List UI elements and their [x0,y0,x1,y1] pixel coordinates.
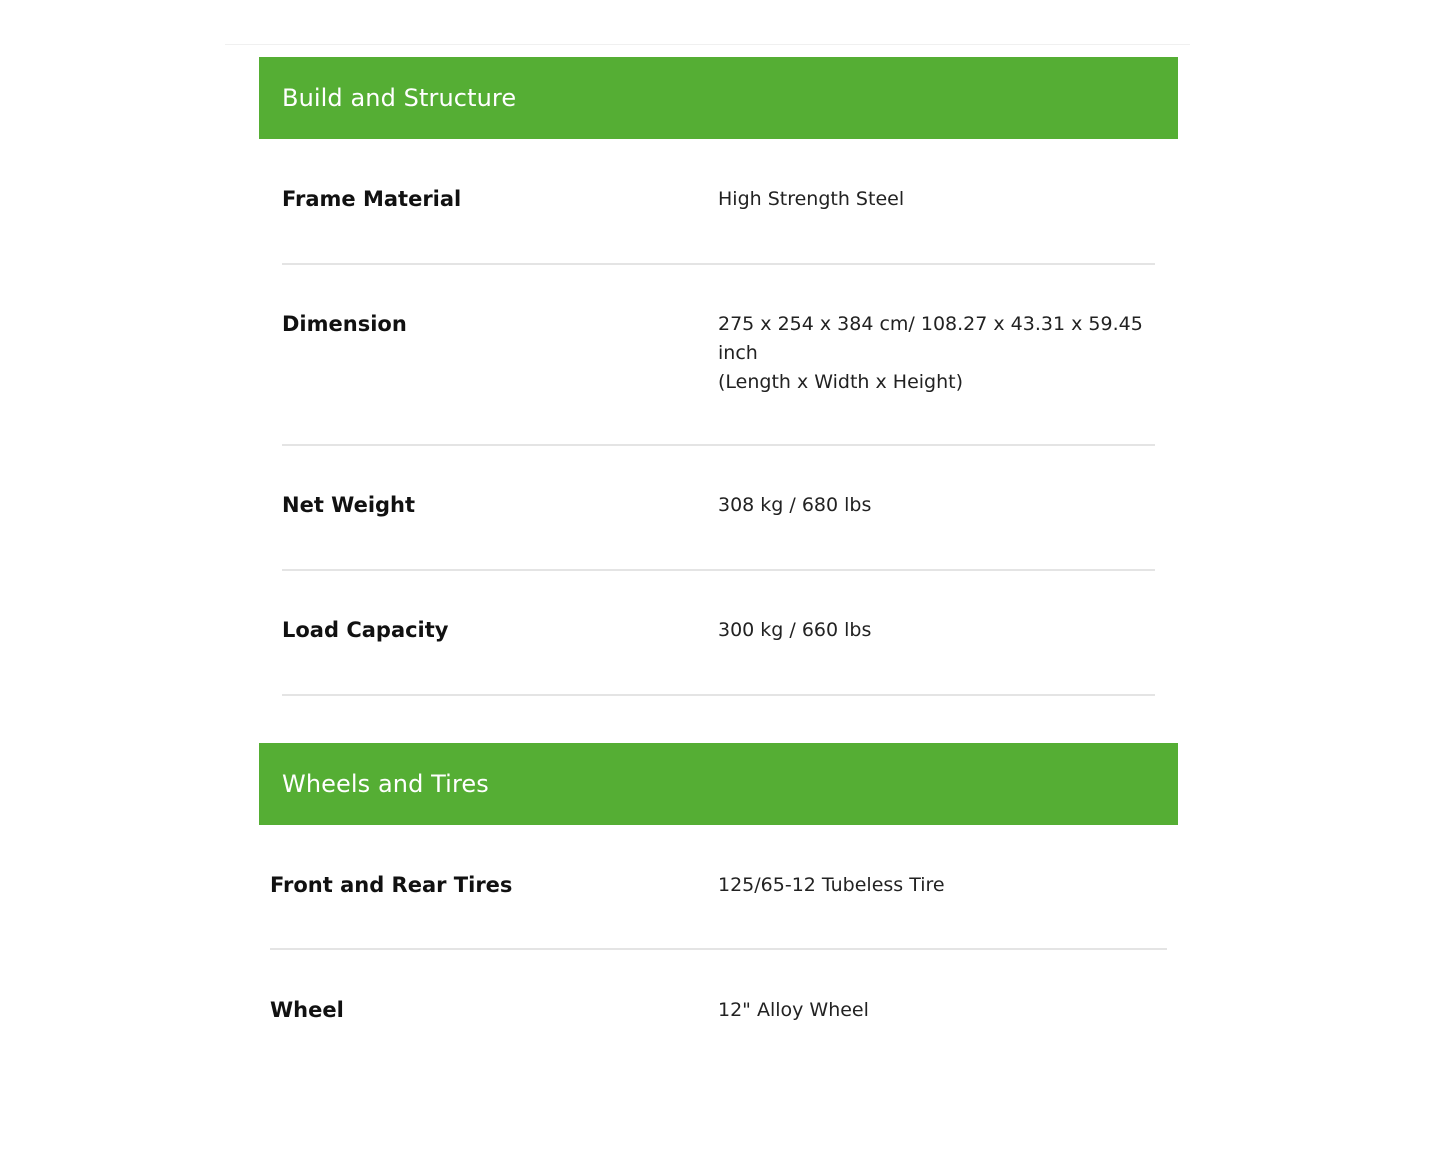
spec-label-frame-material: Frame Material [282,187,462,211]
spec-value-dimension [718,310,1158,397]
row-divider [282,569,1155,571]
row-divider [270,948,1167,950]
spec-value-line: 275 x 254 x 384 cm/ 108.27 x 43.31 x 59.45 [718,313,1143,335]
spec-label-dimension: Dimension [282,312,407,336]
spec-value-front-and-rear-tires [718,871,1158,900]
spec-label-wheel: Wheel [270,998,344,1022]
spec-value-line: (Length x Width x Height) [718,371,964,393]
spec-value-line: 308 kg / 680 lbs [718,494,872,516]
section-header-wheels-and-tires [259,743,1178,825]
spec-value-line: 12" Alloy Wheel [718,999,869,1021]
spec-value-net-weight [718,491,1158,520]
spec-label-load-capacity: Load Capacity [282,618,449,642]
row-divider [282,694,1155,696]
spec-value-line: High Strength Steel [718,188,905,210]
spec-value-load-capacity [718,616,1158,645]
spec-label-net-weight: Net Weight [282,493,416,517]
spec-value-line: 300 kg / 660 lbs [718,619,872,641]
spec-value-frame-material [718,185,1158,214]
row-divider [282,444,1155,446]
spec-value-wheel [718,996,1158,1025]
spec-label-front-and-rear-tires: Front and Rear Tires [270,873,513,897]
top-rule [225,44,1190,45]
section-title: Build and Structure [282,84,517,112]
row-divider [282,263,1155,265]
spec-value-line: 125/65-12 Tubeless Tire [718,874,945,896]
section-title: Wheels and Tires [282,770,489,798]
section-header-build-and-structure [259,57,1178,139]
spec-value-line: inch [718,342,758,364]
